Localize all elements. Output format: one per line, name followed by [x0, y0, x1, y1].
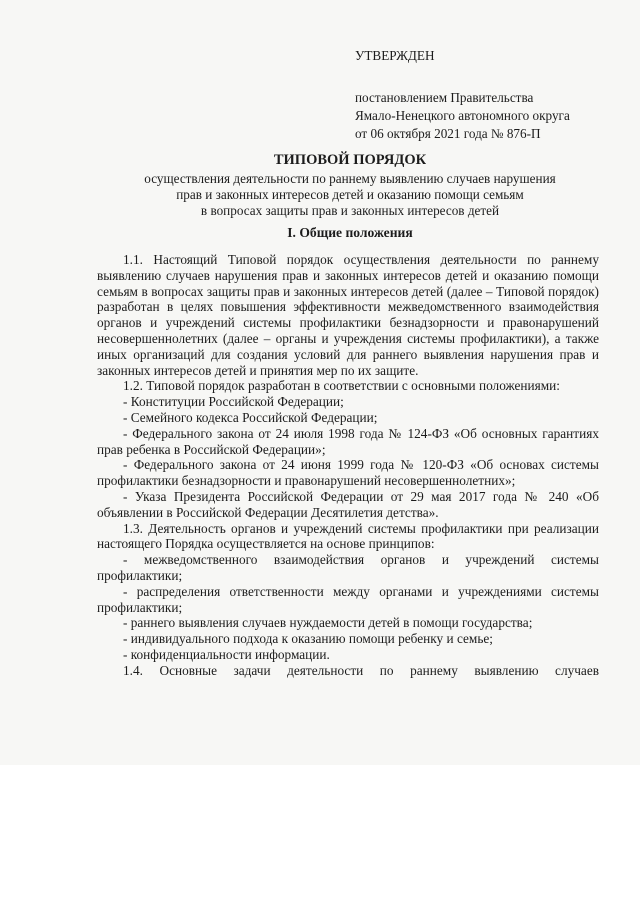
approval-block	[355, 47, 570, 143]
section-title: I. Общие положения	[287, 225, 413, 240]
list-item: - распределения ответственности между органами и учреждениями системы профилактики;	[97, 583, 599, 615]
subtitle-line: прав и законных интересов детей и оказанию помощи семьям	[176, 187, 524, 202]
list-item: - Федерального закона от 24 июля 1998 года № 124-ФЗ «Об основных гарантиях прав ребенка в Российской Федерации»;	[97, 425, 599, 457]
approval-stamp: УТВЕРЖДЕН	[355, 48, 435, 63]
list-item: - Конституции Российской Федерации;	[123, 394, 344, 410]
paragraph: 1.4. Основные задачи деятельности по раннему выявлению случаев	[123, 662, 599, 678]
list-item: - раннего выявления случаев нуждаемости детей в помощи государства;	[123, 615, 533, 631]
approval-line: от 06 октября 2021 года № 876-П	[355, 126, 541, 141]
list-item: - Федерального закона от 24 июня 1999 года № 120-ФЗ «Об основах системы профилактики безнадзорности и правонарушений несовершеннолетних»;	[97, 457, 599, 489]
approval-line: постановлением Правительства	[355, 90, 534, 105]
document-title: ТИПОВОЙ ПОРЯДОК	[273, 152, 427, 168]
list-item: - индивидуального подхода к оказанию помощи ребенку и семье;	[123, 631, 493, 647]
list-item: - межведомственного взаимодействия органов и учреждений системы профилактики;	[97, 552, 599, 583]
subtitle-line: осуществления деятельности по раннему выявлению случаев нарушения	[144, 171, 556, 186]
document-subtitle	[0, 171, 640, 219]
document-body	[97, 252, 599, 679]
paragraph: 1.1. Настоящий Типовой порядок осуществления деятельности по раннему выявлению случаев нарушения прав и законных интересов детей и оказанию помощи семьям в вопросах защиты прав и законных интересов детей (далее – Типовой порядок) разработан в целях повышения эффективности межведомственного взаимодействия органов и учреждений системы профилактики безнадзорности и правонарушений несовершеннолетних (далее – органы и учреждения системы профилактики), а также иных организаций для создания условий для раннего выявления нарушения прав и законных интересов детей и принятия мер по их защите.	[97, 252, 599, 378]
list-item: - конфиденциальности информации.	[123, 646, 330, 662]
paragraph: 1.2. Типовой порядок разработан в соответствии с основными положениями:	[123, 378, 560, 394]
list-item: - Семейного кодекса Российской Федерации;	[123, 409, 378, 425]
list-item: - Указа Президента Российской Федерации от 29 мая 2017 года № 240 «Об объявлении в Российской Федерации Десятилетия детства».	[97, 488, 599, 520]
subtitle-line: в вопросах защиты прав и законных интересов детей	[200, 203, 500, 218]
paragraph: 1.3. Деятельность органов и учреждений системы профилактики при реализации настоящего Порядка осуществляется на основе принципов:	[97, 520, 599, 552]
approval-line: Ямало-Ненецкого автономного округа	[355, 108, 570, 123]
